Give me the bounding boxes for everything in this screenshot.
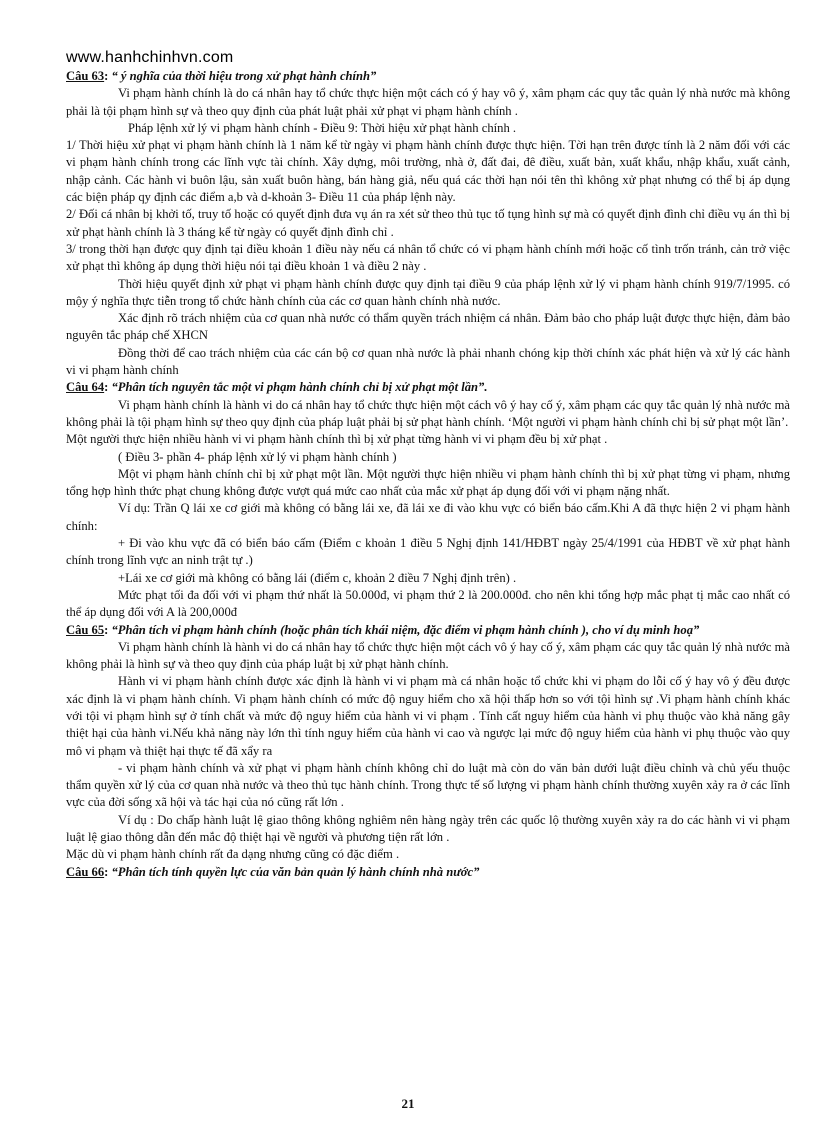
paragraph: Vi phạm hành chính là hành vi do cá nhân hay tổ chức thực hiện một cách vô ý hay cố ý, xâm phạm các quy tắc quản lý nhà nước mà không phải là tội phạm hình sự theo quy định của pháp luật phải bị sử phạt hành chính. ‘Một người vi phạm hành chính chỉ bị sử phạt một lần’. [66,397,790,429]
paragraph: Xác định rõ trách nhiệm của cơ quan nhà nước có thẩm quyền trách nhiệm cá nhân. Đảm bảo cho pháp luật được thực hiện, đảm bảo nguyên tắc pháp chế XHCN [66,311,790,343]
question-number: Câu 64 [66,380,105,395]
question-number: Câu 63 [66,69,105,83]
question-heading: Câu 64: “Phân tích nguyên tắc một vi phạm hành chính chỉ bị xử phạt một lần”. [66,380,488,395]
question-number: Câu 65 [66,622,105,637]
paragraph: Pháp lệnh xử lý vi phạm hành chính - Điều 9: Thời hiệu xử phạt hành chính . [128,120,517,135]
paragraph: Một người thực hiện nhiều hành vi vi phạm hành chính thì bị xử phạt từng hành vi vi phạm đều bị xử phạt . [66,432,608,447]
question-heading: Câu 66: “Phân tích tính quyền lực của văn bản quản lý hành chính nhà nước” [66,864,480,879]
question-number: Câu 66 [66,864,105,879]
page-number: 21 [401,1096,415,1111]
paragraph: Thời hiệu quyết định xử phạt vi phạm hành chính được quy định tại điều 9 của pháp lệnh xử lý vi phạm hành chính 919/7/1995. có mộy ý nghĩa thực tiễn trong tổ chức hành chính của các cơ quan hành chính nhà nước. [66,276,790,308]
paragraph: Vi phạm hành chính là hành vi do cá nhân hay tổ chức thực hiện một cách vô ý hay cố ý, xâm phạm các quy tắc quản lý nhà nước mà không phải là hình sự và theo quy định của pháp luật bị xử phạt hành chính. [66,639,790,672]
question-title: “Phân tích nguyên tắc một vi phạm hành chính chỉ bị xử phạt một lần”. [111,380,488,395]
paragraph: +Lái xe cơ giới mà không có bằng lái (điểm c, khoản 2 điều 7 Nghị định trên) . [118,570,517,585]
paragraph: Ví dụ : Do chấp hành luật lệ giao thông không nghiêm nên hàng ngày trên các quốc lộ thường xuyên xảy ra do các hành vi vi phạm luật lệ giao thông dẫn đến mắc độ thiệt hại về người và phương tiện rất lớn . [66,812,790,845]
question-heading: Câu 65: “Phân tích vi phạm hành chính (hoặc phân tích khái niệm, đặc điểm vi phạm hành chính ), cho ví dụ minh hoạ” [66,622,700,637]
paragraph: Ví dụ: Trần Q lái xe cơ giới mà không có bằng lái xe, đã lái xe đi vào khu vực có biển báo cấm.Khi A đã thực hiện 2 vi phạm hành chính: [66,501,790,533]
paragraph: Mặc dù vi phạm hành chính rất đa dạng nhưng cũng có đặc điểm . [66,847,400,862]
site-watermark: www.hanhchinhvn.com [66,49,234,66]
paragraph: 3/ trong thời hạn được quy định tại điều khoản 1 điều này nếu cá nhân tổ chức có vi phạm hành chính mới hoặc cố tình trốn tránh, cản trở việc xử phạt thì không áp dụng thời hiệu nói tại điều khoản 1 và điều 2 này . [66,241,790,274]
paragraph: 2/ Đối cá nhân bị khởi tố, truy tố hoặc có quyết định đưa vụ án ra xét sử theo thủ tục tố tụng hình sự mà có quyết định đình chỉ điều vụ án thì bị xử phạt hành chính là 3 tháng kể từ ngày có quyết định đình chỉ . [66,207,790,239]
paragraph: Hành vi vi phạm hành chính được xác định là hành vi vi phạm mà cá nhân hoặc tổ chức khi vi phạm do lỗi cố ý hay vô ý đều được xác định là vi phạm hành chính. Vi phạm hành chính có mức độ nguy hiểm cho xã hội thấp hơn so với tội hình sự .Vi phạm hành chính khác với tội vi phạm hình sự ở tính chất và mức độ nguy hiểm của hành vi vi phạm . Tính cất nguy hiểm của hành vi phụ thuộc vào khả năng gây thiệt hại của hành vi.Nếu khả năng này lớn thì tính nguy hiểm của hành vi cao và ngược lại mức độ nguy hiểm của hành vi phụ thuộc vào quy mô vi phạm và thiệt hại thực tế đã xẩy ra [66,674,790,758]
paragraph: Đồng thời để cao trách nhiệm của các cán bộ cơ quan nhà nước là phải nhanh chóng kịp thời chính xác phát hiện và xử lý các hành vi vi phạm hành chính [66,345,790,378]
paragraph: Một vi phạm hành chính chỉ bị xử phạt một lần. Một người thực hiện nhiều vi phạm hành chính thì bị xử phạt từng vi phạm, nhưng tổng hợp hình thức phạt chung không được vượt quá mức cao nhất của mắc xử phạt áp dụng đối với vi phạm nặng nhất. [66,466,790,499]
question-title: “Phân tích tính quyền lực của văn bản quản lý hành chính nhà nước” [111,864,480,879]
paragraph: + Đi vào khu vực đã có biển báo cấm (Điểm c khoản 1 điều 5 Nghị định 141/HĐBT ngày 25/4/1991 của HĐBT về xử phạt hành chính trong lĩnh vực an ninh trật tự .) [66,536,790,568]
question-title: “ ý nghĩa của thời hiệu trong xử phạt hành chính” [111,69,377,83]
question-title: “Phân tích vi phạm hành chính (hoặc phân tích khái niệm, đặc điểm vi phạm hành chính ), cho ví dụ minh hoạ” [111,622,700,637]
paragraph: Vi phạm hành chính là do cá nhân hay tổ chức thực hiện một cách có ý hay vô ý, xâm phạm các quy tắc quản lý nhà nước mà không phải là tội phạm hình sự và theo quy định của phát luật phải xử phạt vi phạm hành chính . [66,86,790,118]
question-heading: Câu 63: “ ý nghĩa của thời hiệu trong xử phạt hành chính” [66,69,377,83]
paragraph: Mức phạt tối đa đối với vi phạm thứ nhất là 50.000đ, vi phạm thứ 2 là 200.000đ. cho nên khi tổng hợp mắc phạt tị mắc cao nhất có thể áp dụng đối với A là 200,000đ [66,587,790,620]
paragraph: - vi phạm hành chính và xử phạt vi phạm hành chính không chỉ do luật mà còn do văn bản dưới luật điều chỉnh và chủ yếu thuộc thẩm quyền xử lý của cơ quan nhà nước và theo thủ tục hành chính. Trong thực tế số lượng vi phạm hành chính thường xuyên xảy ra ở các lĩnh vực của đời sống xã hội và tác hại của nó cũng rất lớn . [66,760,790,810]
document-body [66,68,790,881]
paragraph: 1/ Thời hiệu xử phạt vi phạm hành chính là 1 năm kể từ ngày vi phạm hành chính được thực hiện. Tời hạn trên được tính là 2 năm đối với các vi phạm hành chính trong các lĩnh vực tài chính. Xây dựng, môi trường, nhà ở, đất đai, đê điều, xuất bản, xuất khẩu, nhập khẩu, xuất cảnh, nhập cảnh. Các hành vi buôn lậu, sản xuất buôn hàng, bán hàng giả, nếu quá các thời hạn nói tên thì không xử phạt nhưng có thể bị áp dụng các biện pháp qy định các điểm a,b và d-khoản 3- Điều 11 của pháp lệnh này. [66,138,790,205]
paragraph: ( Điều 3- phần 4- pháp lệnh xử lý vi phạm hành chính ) [118,449,397,464]
